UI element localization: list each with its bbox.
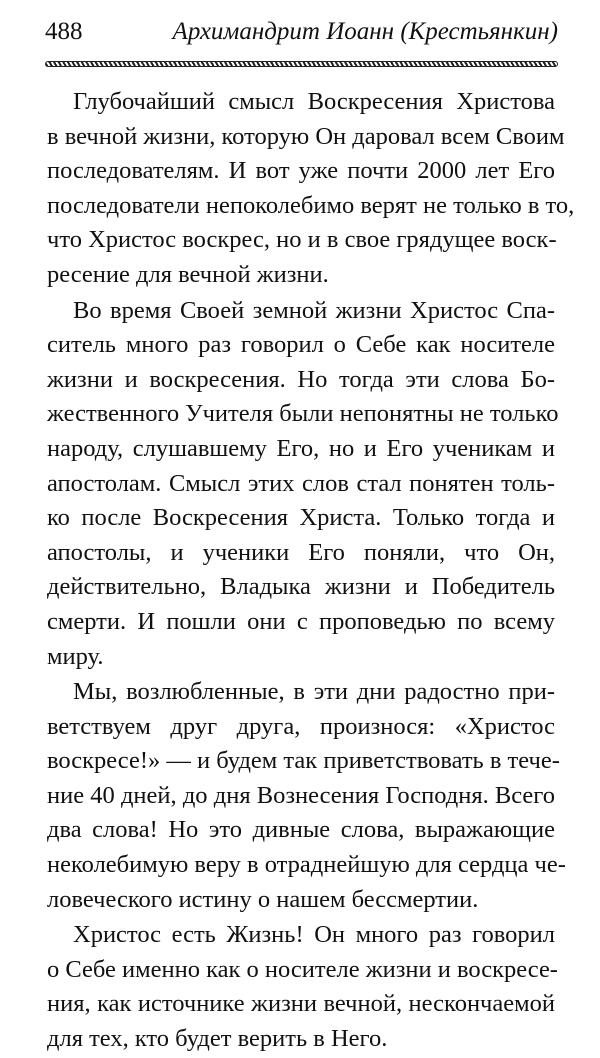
page-body <box>47 85 575 1058</box>
text-line: Мы, возлюбленные, в эти дни радостно при- <box>73 678 555 706</box>
text-line: миру. <box>47 642 104 670</box>
text-line: ситель много раз говорил о Себе как носителе <box>47 331 555 359</box>
text-line: апостолам. Смысл этих слов стал понятен толь- <box>47 469 555 497</box>
text-line: два слова! Но это дивные слова, выражающие <box>47 816 555 844</box>
text-line: Во время Своей земной жизни Христос Спа- <box>73 296 555 324</box>
text-line: воскресе!» — и будем так приветствовать в тече- <box>47 747 560 775</box>
text-line: ветствуем друг друга, произнося: «Христос <box>47 712 555 740</box>
paragraph <box>47 294 559 675</box>
text-line: Христос есть Жизнь! Он много раз говорил <box>73 921 555 949</box>
text-line: ния, как источнике жизни вечной, нескончаемой <box>47 990 555 1018</box>
paragraph <box>47 918 558 1056</box>
text-line: апостолы, и ученики Его поняли, что Он, <box>47 538 555 566</box>
text-line: жественного Учителя были непонятны не только <box>47 400 559 428</box>
text-line: что Христос воскрес, но и в свое грядущее воск- <box>47 226 557 254</box>
text-line: о Себе именно как о носителе жизни и воскресе- <box>47 955 558 983</box>
text-line: последователи непоколебимо верят не только в то, <box>47 191 575 219</box>
running-title: Архимандрит Иоанн (Крестьянкин) <box>172 18 558 45</box>
text-line: жизни и воскресения. Но тогда эти слова Бо- <box>47 365 555 393</box>
text-line: ловеческого истину о нашем бессмертии. <box>47 885 479 913</box>
page-header <box>45 18 558 52</box>
text-line: действительно, Владыка жизни и Победитель <box>47 573 555 601</box>
text-line: ресение для вечной жизни. <box>47 260 329 288</box>
text-line: ние 40 дней, до дня Вознесения Господня. Всего <box>47 781 555 809</box>
text-line: в вечной жизни, которую Он даровал всем Своим <box>47 122 565 150</box>
text-line: неколебимую веру в отраднейшую для сердца че- <box>47 851 566 879</box>
text-line: Глубочайший смысл Воскресения Христова <box>73 88 555 115</box>
text-line: смерти. И пошли они с проповедью по всему <box>47 607 555 635</box>
page-number: 488 <box>45 18 83 45</box>
paragraph <box>47 85 575 293</box>
paragraph <box>47 675 566 917</box>
text-line: последователям. И вот уже почти 2000 лет Его <box>47 157 555 185</box>
text-line: народу, слушавшему Его, но и Его ученикам и <box>47 434 555 462</box>
decorative-rope-divider <box>45 61 558 67</box>
text-line: для тех, кто будет верить в Него. <box>47 1025 388 1053</box>
text-line: ко после Воскресения Христа. Только тогда и <box>47 504 555 532</box>
